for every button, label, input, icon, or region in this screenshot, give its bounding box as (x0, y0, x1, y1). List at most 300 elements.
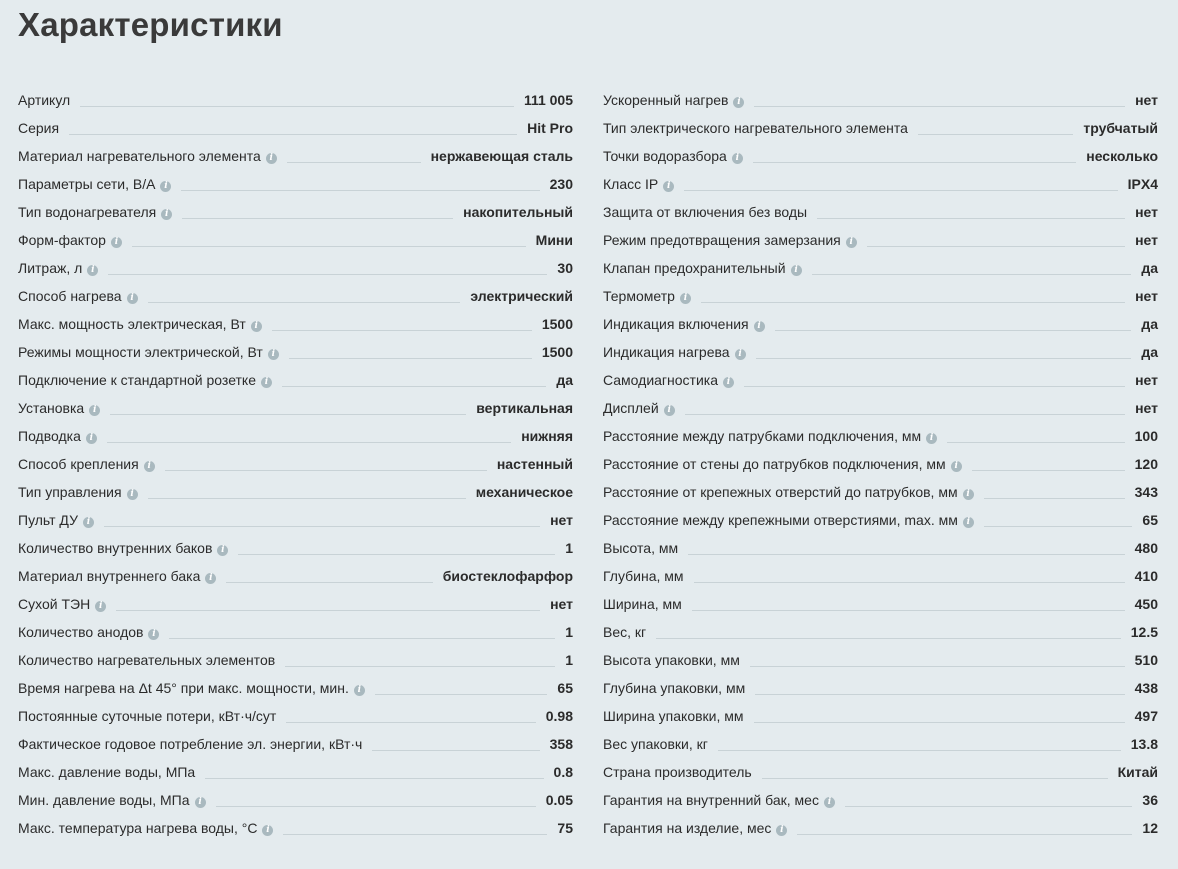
spec-label (18, 540, 228, 556)
spec-label-text: Ширина, мм (603, 596, 682, 612)
dotted-leader (205, 777, 543, 779)
spec-label (18, 736, 362, 752)
spec-label (603, 652, 740, 668)
info-icon[interactable]: i (846, 237, 857, 248)
spec-row (603, 360, 1158, 388)
spec-row (603, 500, 1158, 528)
spec-row (603, 752, 1158, 780)
dotted-leader (656, 637, 1121, 639)
spec-row (18, 472, 573, 500)
spec-label (603, 176, 674, 192)
spec-value: 65 (557, 680, 573, 696)
dotted-leader (817, 217, 1125, 219)
spec-label (18, 484, 138, 500)
spec-label (603, 820, 787, 836)
info-icon[interactable]: i (148, 629, 159, 640)
spec-label-text: Постоянные суточные потери, кВт·ч/сут (18, 708, 277, 724)
spec-label-text: Способ нагрева (18, 288, 122, 304)
dotted-leader (744, 385, 1125, 387)
spec-label-text: Мин. давление воды, МПа (18, 792, 190, 808)
spec-value: настенный (496, 456, 573, 472)
spec-label (603, 204, 807, 220)
spec-label (18, 92, 70, 108)
spec-row (18, 416, 573, 444)
spec-label (603, 400, 675, 416)
spec-row (603, 444, 1158, 472)
spec-label-text: Литраж, л (18, 260, 83, 276)
dotted-leader (984, 525, 1133, 527)
spec-label-text: Фактическое годовое потребление эл. энергии, кВт·ч (18, 736, 363, 752)
spec-row (603, 640, 1158, 668)
spec-label (603, 708, 744, 724)
spec-row (18, 276, 573, 304)
spec-label (603, 764, 752, 780)
spec-label-text: Индикация включения (603, 316, 749, 332)
dotted-leader (750, 665, 1125, 667)
dotted-leader (762, 777, 1108, 779)
dotted-leader (148, 497, 466, 499)
spec-label-text: Количество нагревательных элементов (18, 652, 276, 668)
spec-label-text: Макс. мощность электрическая, Вт (18, 316, 246, 332)
spec-label (603, 428, 937, 444)
spec-label-text: Материал внутреннего бака (18, 568, 201, 584)
spec-label-text: Артикул (18, 92, 71, 108)
spec-label-text: Серия (18, 120, 60, 136)
dotted-leader (165, 469, 487, 471)
dotted-leader (775, 329, 1132, 331)
spec-value: 30 (557, 260, 573, 276)
spec-label-text: Ширина упаковки, мм (603, 708, 744, 724)
spec-value: 1 (565, 540, 573, 556)
info-icon[interactable]: i (723, 377, 734, 388)
spec-label-text: Расстояние от крепежных отверстий до патрубков, мм (603, 484, 958, 500)
spec-value: 12.5 (1130, 624, 1158, 640)
spec-label-text: Расстояние от стены до патрубков подключения, мм (603, 456, 946, 472)
info-icon[interactable]: i (776, 825, 787, 836)
spec-label (603, 120, 908, 136)
info-icon[interactable]: i (217, 545, 228, 556)
spec-row (18, 80, 573, 108)
spec-label (18, 372, 272, 388)
info-icon[interactable]: i (95, 601, 106, 612)
spec-label-text: Вес упаковки, кг (603, 736, 708, 752)
dotted-leader (372, 749, 539, 751)
spec-value: да (556, 372, 573, 388)
spec-row (18, 752, 573, 780)
dotted-leader (701, 301, 1125, 303)
dotted-leader (692, 609, 1125, 611)
spec-row (18, 304, 573, 332)
spec-value: 75 (557, 820, 573, 836)
spec-label (18, 512, 94, 528)
spec-value: нет (1135, 400, 1158, 416)
info-icon[interactable]: i (354, 685, 365, 696)
spec-label (603, 288, 691, 304)
spec-value: нет (1135, 232, 1158, 248)
spec-row (603, 556, 1158, 584)
info-icon[interactable]: i (127, 293, 138, 304)
spec-label (603, 232, 857, 248)
spec-label-text: Тип управления (18, 484, 122, 500)
info-icon[interactable]: i (261, 377, 272, 388)
info-icon[interactable]: i (89, 405, 100, 416)
dotted-leader (684, 189, 1117, 191)
spec-value: 510 (1134, 652, 1158, 668)
spec-label-text: Глубина, мм (603, 568, 684, 584)
info-icon[interactable]: i (160, 181, 171, 192)
info-icon[interactable]: i (951, 461, 962, 472)
spec-value: IPX4 (1127, 176, 1158, 192)
spec-label (18, 596, 106, 612)
dotted-leader (867, 245, 1125, 247)
dotted-leader (181, 189, 539, 191)
spec-list-right (603, 80, 1158, 836)
spec-row (18, 584, 573, 612)
info-icon[interactable]: i (963, 489, 974, 500)
spec-label-text: Подключение к стандартной розетке (18, 372, 256, 388)
spec-value: 343 (1134, 484, 1158, 500)
spec-row (18, 444, 573, 472)
dotted-leader (283, 833, 547, 835)
dotted-leader (972, 469, 1125, 471)
spec-label (18, 652, 275, 668)
spec-label (18, 456, 155, 472)
dotted-leader (282, 385, 546, 387)
spec-label (603, 512, 974, 528)
info-icon[interactable]: i (735, 349, 746, 360)
spec-label-text: Защита от включения без воды (603, 204, 808, 220)
spec-row (603, 416, 1158, 444)
spec-value: 12 (1142, 820, 1158, 836)
spec-value: 13.8 (1130, 736, 1158, 752)
spec-row (603, 220, 1158, 248)
spec-value: да (1141, 260, 1158, 276)
info-icon[interactable]: i (733, 97, 744, 108)
spec-row (603, 164, 1158, 192)
spec-label-text: Параметры сети, В/А (18, 176, 156, 192)
spec-row (18, 332, 573, 360)
info-icon[interactable]: i (83, 517, 94, 528)
spec-label-text: Индикация нагрева (603, 344, 730, 360)
spec-row (603, 192, 1158, 220)
spec-label-text: Расстояние между патрубками подключения, мм (603, 428, 922, 444)
spec-label-text: Термометр (603, 288, 675, 304)
spec-row (603, 80, 1158, 108)
spec-label-text: Режим предотвращения замерзания (603, 232, 841, 248)
spec-label (18, 400, 100, 416)
info-icon[interactable]: i (127, 489, 138, 500)
spec-value: 410 (1134, 568, 1158, 584)
dotted-leader (718, 749, 1121, 751)
dotted-leader (169, 637, 555, 639)
spec-label-text: Макс. давление воды, МПа (18, 764, 196, 780)
dotted-leader (754, 105, 1125, 107)
spec-label-text: Страна производитель (603, 764, 752, 780)
spec-label (18, 428, 97, 444)
spec-value: Мини (535, 232, 573, 248)
spec-label (18, 260, 98, 276)
info-icon[interactable]: i (111, 237, 122, 248)
spec-value: 0.8 (553, 764, 573, 780)
spec-label (18, 764, 195, 780)
spec-row (18, 640, 573, 668)
spec-row (603, 332, 1158, 360)
spec-value: нет (1135, 372, 1158, 388)
spec-list-left (18, 80, 573, 836)
dotted-leader (132, 245, 526, 247)
spec-row (18, 108, 573, 136)
spec-label (603, 260, 802, 276)
spec-row (18, 668, 573, 696)
spec-value: да (1141, 344, 1158, 360)
dotted-leader (148, 301, 461, 303)
spec-label-text: Глубина упаковки, мм (603, 680, 746, 696)
spec-row (18, 360, 573, 388)
spec-row (18, 220, 573, 248)
spec-value: 1 (565, 652, 573, 668)
spec-label-text: Количество внутренних баков (18, 540, 213, 556)
spec-label-text: Гарантия на изделие, мес (603, 820, 772, 836)
spec-row (603, 780, 1158, 808)
spec-value: электрический (470, 288, 573, 304)
info-icon[interactable]: i (663, 181, 674, 192)
spec-row (18, 808, 573, 836)
spec-label-text: Класс IP (603, 176, 659, 192)
spec-value: несколько (1086, 148, 1158, 164)
info-icon[interactable]: i (268, 349, 279, 360)
spec-label (18, 288, 138, 304)
spec-label (18, 232, 122, 248)
dotted-leader (272, 329, 532, 331)
spec-label-text: Высота, мм (603, 540, 679, 556)
spec-value: биостеклофарфор (442, 568, 573, 584)
dotted-leader (984, 497, 1125, 499)
spec-value: 120 (1134, 456, 1158, 472)
info-icon[interactable]: i (86, 433, 97, 444)
spec-label-text: Дисплей (603, 400, 659, 416)
spec-label-text: Макс. температура нагрева воды, °С (18, 820, 258, 836)
spec-label (18, 120, 59, 136)
spec-label (18, 148, 277, 164)
dotted-leader (226, 581, 432, 583)
spec-row (18, 248, 573, 276)
spec-value: 100 (1134, 428, 1158, 444)
info-icon[interactable]: i (926, 433, 937, 444)
spec-label-text: Вес, кг (603, 624, 647, 640)
dotted-leader (69, 133, 517, 135)
spec-label (18, 176, 171, 192)
spec-row (603, 696, 1158, 724)
spec-value: 0.05 (545, 792, 573, 808)
spec-row (18, 612, 573, 640)
spec-label (603, 372, 734, 388)
spec-row (603, 528, 1158, 556)
spec-label-text: Тип водонагревателя (18, 204, 157, 220)
dotted-leader (918, 133, 1073, 135)
spec-row (18, 388, 573, 416)
dotted-leader (116, 609, 540, 611)
info-icon[interactable]: i (824, 797, 835, 808)
spec-label-text: Клапан предохранительный (603, 260, 786, 276)
info-icon[interactable]: i (732, 153, 743, 164)
spec-value: нет (1135, 204, 1158, 220)
dotted-leader (812, 273, 1132, 275)
info-icon[interactable]: i (791, 265, 802, 276)
spec-label-text: Время нагрева на Δt 45° при макс. мощности, мин. (18, 680, 349, 696)
spec-value: нет (550, 512, 573, 528)
spec-row (603, 108, 1158, 136)
spec-label-text: Тип электрического нагревательного элемента (603, 120, 908, 136)
spec-row (18, 556, 573, 584)
spec-row (18, 500, 573, 528)
spec-value: накопительный (463, 204, 573, 220)
dotted-leader (947, 441, 1125, 443)
spec-label-text: Сухой ТЭН (18, 596, 91, 612)
spec-row (603, 808, 1158, 836)
info-icon[interactable]: i (266, 153, 277, 164)
spec-value: Китай (1117, 764, 1158, 780)
spec-row (603, 276, 1158, 304)
spec-row (18, 164, 573, 192)
spec-label (18, 680, 365, 696)
info-icon[interactable]: i (963, 517, 974, 528)
spec-row (18, 780, 573, 808)
info-icon[interactable]: i (144, 461, 155, 472)
spec-value: 1500 (541, 316, 573, 332)
spec-label (18, 792, 206, 808)
spec-row (603, 584, 1158, 612)
spec-row (603, 304, 1158, 332)
spec-label-text: Форм-фактор (18, 232, 106, 248)
spec-label-text: Подводка (18, 428, 81, 444)
spec-value: 358 (549, 736, 573, 752)
spec-value: 1500 (541, 344, 573, 360)
spec-value: 36 (1142, 792, 1158, 808)
spec-label (603, 484, 974, 500)
spec-value: 1 (565, 624, 573, 640)
spec-label-text: Ускоренный нагрев (603, 92, 729, 108)
spec-value: нет (550, 596, 573, 612)
spec-row (18, 696, 573, 724)
spec-value: нет (1135, 92, 1158, 108)
spec-label (603, 596, 682, 612)
dotted-leader (755, 693, 1124, 695)
spec-label-text: Установка (18, 400, 85, 416)
info-icon[interactable]: i (87, 265, 98, 276)
dotted-leader (375, 693, 548, 695)
dotted-leader (797, 833, 1132, 835)
spec-label-text: Высота упаковки, мм (603, 652, 740, 668)
spec-label-text: Способ крепления (18, 456, 139, 472)
dotted-leader (688, 553, 1125, 555)
dotted-leader (287, 161, 421, 163)
info-icon[interactable]: i (251, 321, 262, 332)
spec-label (18, 204, 172, 220)
spec-value: 438 (1134, 680, 1158, 696)
spec-value: вертикальная (476, 400, 573, 416)
dotted-leader (182, 217, 453, 219)
spec-label-text: Точки водоразбора (603, 148, 727, 164)
info-icon[interactable]: i (195, 797, 206, 808)
spec-value: 230 (549, 176, 573, 192)
dotted-leader (754, 721, 1125, 723)
dotted-leader (756, 357, 1132, 359)
dotted-leader (108, 273, 547, 275)
spec-value: да (1141, 316, 1158, 332)
spec-row (603, 724, 1158, 752)
spec-value: нет (1135, 288, 1158, 304)
spec-label-text: Количество анодов (18, 624, 144, 640)
spec-value: Hit Pro (527, 120, 573, 136)
info-icon[interactable]: i (664, 405, 675, 416)
dotted-leader (104, 525, 540, 527)
spec-label (603, 148, 743, 164)
dotted-leader (694, 581, 1125, 583)
dotted-leader (238, 553, 555, 555)
spec-label (18, 316, 262, 332)
spec-value: 450 (1134, 596, 1158, 612)
spec-row (18, 724, 573, 752)
info-icon[interactable]: i (754, 321, 765, 332)
spec-label-text: Пульт ДУ (18, 512, 78, 528)
spec-label (18, 624, 159, 640)
spec-label-text: Режимы мощности электрической, Вт (18, 344, 263, 360)
info-icon[interactable]: i (680, 293, 691, 304)
spec-label (603, 680, 745, 696)
spec-row (603, 388, 1158, 416)
info-icon[interactable]: i (262, 825, 273, 836)
spec-label (603, 792, 835, 808)
dotted-leader (80, 105, 514, 107)
spec-row (603, 248, 1158, 276)
spec-row (603, 136, 1158, 164)
dotted-leader (685, 413, 1125, 415)
spec-value: трубчатый (1083, 120, 1158, 136)
spec-label-text: Самодиагностика (603, 372, 719, 388)
spec-row (603, 472, 1158, 500)
spec-row (18, 136, 573, 164)
spec-value: нержавеющая сталь (430, 148, 573, 164)
spec-label (18, 568, 216, 584)
dotted-leader (107, 441, 511, 443)
spec-value: 497 (1134, 708, 1158, 724)
spec-value: нижняя (521, 428, 573, 444)
dotted-leader (753, 161, 1076, 163)
spec-value: механическое (475, 484, 573, 500)
spec-label (603, 624, 646, 640)
spec-label (603, 568, 684, 584)
spec-label (603, 540, 678, 556)
dotted-leader (286, 721, 535, 723)
spec-label (603, 736, 708, 752)
spec-row (603, 612, 1158, 640)
info-icon[interactable]: i (161, 209, 172, 220)
spec-label (603, 92, 744, 108)
spec-label (18, 708, 276, 724)
dotted-leader (845, 805, 1132, 807)
spec-label (603, 316, 765, 332)
spec-label (18, 344, 279, 360)
dotted-leader (289, 357, 532, 359)
spec-value: 480 (1134, 540, 1158, 556)
dotted-leader (285, 665, 555, 667)
spec-value: 65 (1142, 512, 1158, 528)
spec-row (603, 668, 1158, 696)
page-title: Характеристики (18, 6, 283, 43)
dotted-leader (216, 805, 536, 807)
spec-label-text: Материал нагревательного элемента (18, 148, 261, 164)
info-icon[interactable]: i (205, 573, 216, 584)
